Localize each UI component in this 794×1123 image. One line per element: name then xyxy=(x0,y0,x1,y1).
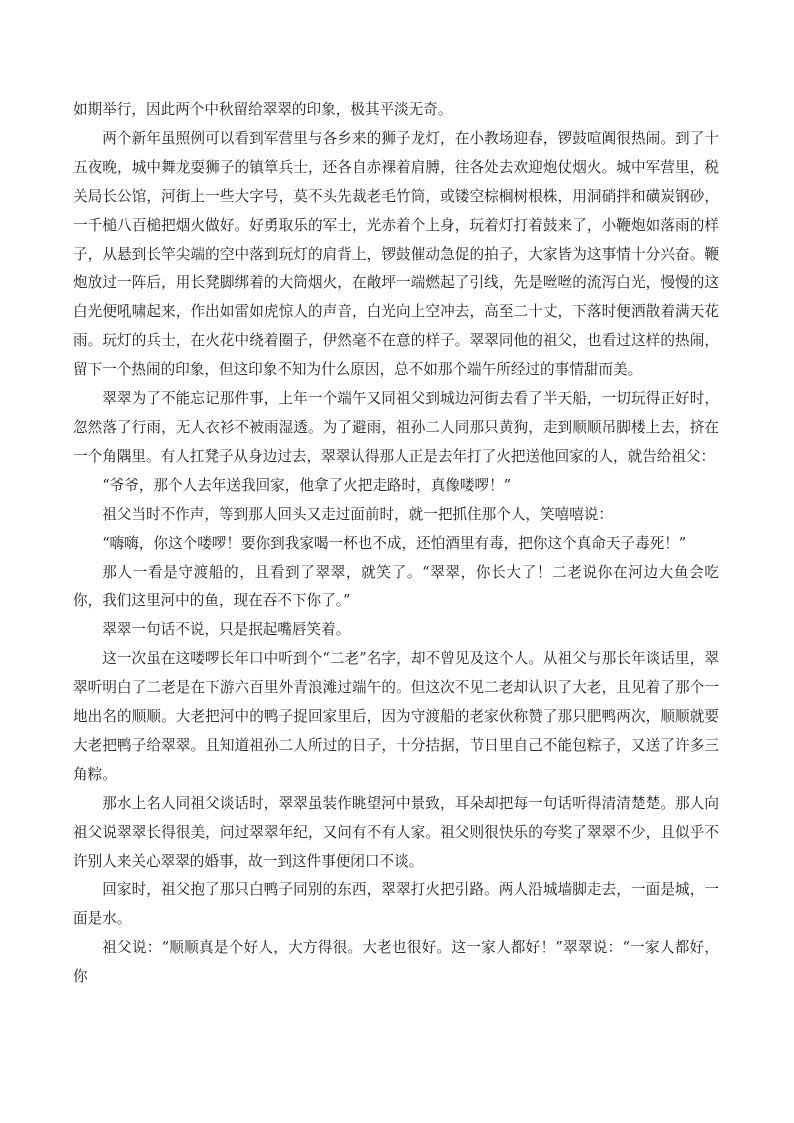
paragraph: 祖父说：“顺顺真是个好人，大方得很。大老也很好。这一家人都好！”翠翠说：“一家人都好，你 xyxy=(73,939,719,986)
paragraph: 回家时，祖父抱了那只白鸭子同别的东西，翠翠打火把引路。两人沿城墙脚走去，一面是城，一面是水。 xyxy=(73,881,719,928)
paragraph: 翠翠为了不能忘记那件事，上年一个端午又同祖父到城边河街去看了半天船，一切玩得正好时，忽然落了行雨，无人衣衫不被雨湿透。为了避雨，祖孙二人同那只黄狗，走到顺顺吊脚楼上去，挤在一个角隅里。有人扛凳子从身边过去，翠翠认得那人正是去年打了火把送他回家的人，就告给祖父： xyxy=(73,390,719,465)
paragraph: 这一次虽在这喽啰长年口中听到个“二老”名字，却不曾见及这个人。从祖父与那长年谈话里，翠翠听明白了二老是在下游六百里外青浪滩过端午的。但这次不见二老却认识了大老，且见着了那个一地出名的顺顺。大老把河中的鸭子捉回家里后，因为守渡船的老家伙称赞了那只肥鸭两次，顺顺就要大老把鸭子给翠翠。且知道祖孙二人所过的日子，十分拮据，节日里自己不能包粽子，又送了许多三角粽。 xyxy=(73,650,719,783)
paragraph: 祖父当时不作声，等到那人回头又走过面前时，就一把抓住那个人，笑嘻嘻说： xyxy=(102,505,613,523)
paragraph: 如期举行，因此两个中秋留给翠翠的印象，极其平淡无奇。 xyxy=(73,101,453,118)
paragraph: 两个新年虽照例可以看到军营里与各乡来的狮子龙灯，在小教场迎春，锣鼓喧阗很热闹。到了十五夜晚，城中舞龙耍狮子的镇筸兵士，还各自赤裸着肩膊，往各处去欢迎炮仗烟火。城中军营里，税关局长公馆，河街上一些大字号，莫不头先裁老毛竹筒，或镂空棕榈树根株，用洞硝拌和磺炭钢砂，一千槌八百槌把烟火做好。好勇取乐的军士，光赤着个上身，玩着灯打着鼓来了，小鞭炮如落雨的样子，从悬到长竿尖端的空中落到玩灯的肩背上，锣鼓催动急促的拍子，大家皆为这事情十分兴奋。鞭炮放过一阵后，用长凳脚绑着的大筒烟火，在敞坪一端燃起了引线，先是咝咝的流泻白光，慢慢的这白光便吼啸起来，作出如雷如虎惊人的声音，白光向上空冲去，高至二十丈，下落时便洒散着满天花雨。玩灯的兵士，在火花中绕着圈子，伊然毫不在意的样子。翠翠同他的祖父，也看过这样的热闹，留下一个热闹的印象，但这印象不知为什么原因，总不如那个端午所经过的事情甜而美。 xyxy=(73,129,719,379)
document-body xyxy=(73,96,719,992)
paragraph: 那水上名人同祖父谈话时，翠翠虽装作眺望河中景致，耳朵却把每一句话听得清清楚楚。那人向祖父说翠翠长得很美，问过翠翠年纪，又问有不有人家。祖父则很快乐的夸奖了翠翠不少，且似乎不许别人来关心翠翠的婚事，故一到这件事便闭口不谈。 xyxy=(73,794,719,870)
paragraph: “嗨嗨，你这个喽啰！要你到我家喝一杯也不成，还怕酒里有毒，把你这个真命天子毒死！” xyxy=(102,534,687,552)
paragraph: “爷爷，那个人去年送我回家，他拿了火把走路时，真像喽啰！” xyxy=(102,476,512,494)
paragraph: 翠翠一句话不说，只是抿起嘴唇笑着。 xyxy=(102,621,351,639)
paragraph: 那人一看是守渡船的，且看到了翠翠，就笑了。“翠翠，你长大了！二老说你在河边大鱼会吃你，我们这里河中的鱼，现在吞不下你了。” xyxy=(73,563,719,610)
